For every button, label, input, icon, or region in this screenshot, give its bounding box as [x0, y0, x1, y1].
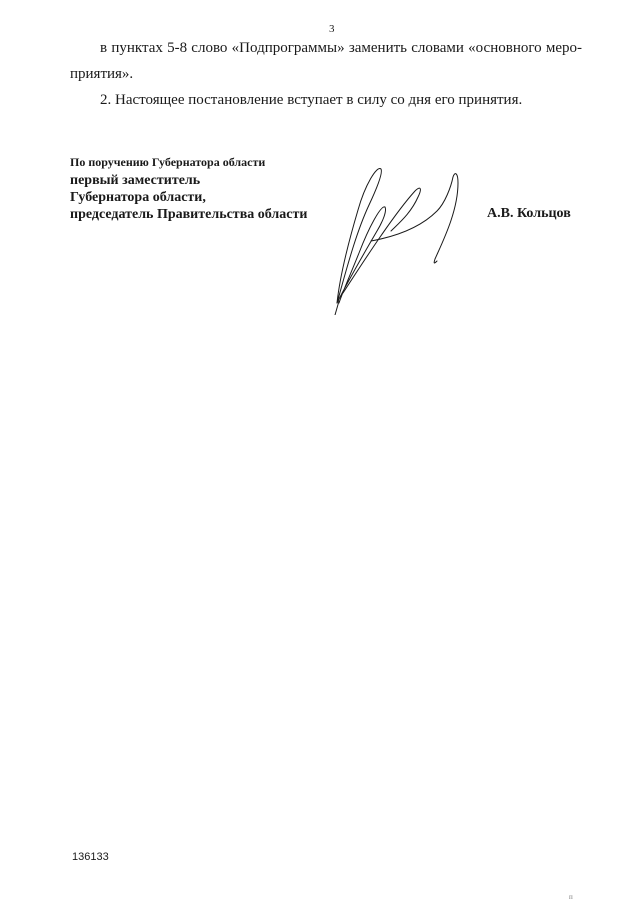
signature-line-by-order: По поручению Губернатора области: [70, 155, 266, 169]
signature-line-position-1: первый заместитель: [70, 173, 201, 188]
signature-line-position-3: председатель Правительства области: [70, 207, 308, 222]
signature-line-position-2: Губернатора области,: [70, 190, 206, 205]
document-code: 136133: [72, 851, 109, 863]
paragraph-1-line-2: приятия».: [70, 66, 134, 82]
page-number: 3: [329, 23, 335, 35]
handwritten-signature: [325, 155, 475, 315]
signer-name: А.В. Кольцов: [487, 206, 571, 221]
paragraph-2: 2. Настоящее постановление вступает в силу со дня его принятия.: [100, 92, 523, 108]
paragraph-1-line-1: в пунктах 5-8 слово «Подпрограммы» заменить словами «основного меро-: [100, 40, 582, 56]
signature-block: [70, 155, 307, 223]
corner-mark: п: [569, 893, 573, 901]
